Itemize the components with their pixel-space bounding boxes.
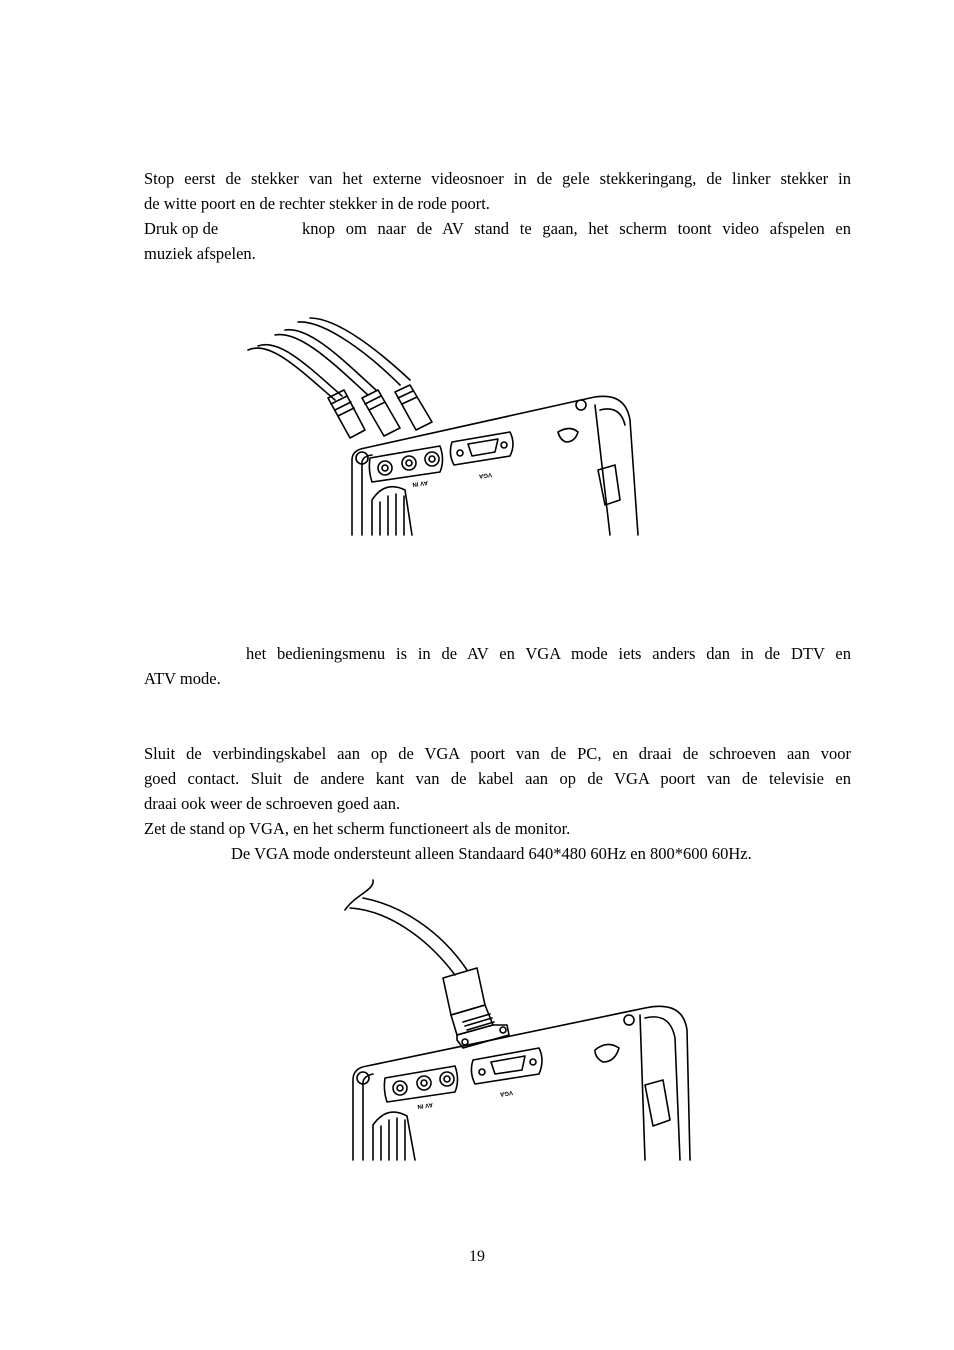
menu-note-paragraph — [144, 641, 851, 691]
vga-cable — [345, 880, 467, 975]
text-fragment: knop om naar de AV stand te gaan, het scherm toont video afspelen en — [302, 219, 851, 238]
av-button-paragraph — [144, 216, 851, 266]
vga-label: VGA — [478, 470, 493, 479]
av-cables — [248, 318, 410, 400]
tv-stand-grip — [373, 1112, 415, 1160]
text-line — [144, 216, 851, 241]
av-plug-middle — [362, 390, 400, 436]
text-line: Sluit de verbindingskabel aan op de VGA poort van de PC, en draai de schroeven aan voor — [144, 744, 851, 763]
tv-stand-grip — [372, 487, 412, 535]
vga-connection-illustration — [345, 880, 695, 1165]
av-in-label: AV IN — [411, 478, 429, 488]
vga-plug — [443, 968, 509, 1048]
tv-back-panel — [353, 1006, 690, 1160]
av-plug-right — [395, 385, 432, 430]
av-in-ports — [384, 1066, 457, 1102]
text-line: De VGA mode ondersteunt alleen Standaard 640*480 60Hz en 800*600 60Hz. — [231, 844, 752, 863]
av-in-ports — [369, 446, 442, 482]
av-plug-left — [328, 390, 365, 438]
text-line: draai ook weer de schroeven goed aan. — [144, 794, 401, 813]
page-number: 19 — [469, 1248, 485, 1265]
av-in-label: AV IN — [416, 1100, 434, 1110]
text-line: goed contact. Sluit de andere kant van de kabel aan op de VGA poort van de televisie en — [144, 769, 851, 788]
text-line: Stop eerst de stekker van het externe videosnoer in de gele stekkeringang, de linker stekker in — [144, 169, 851, 188]
text-line: de witte poort en de rechter stekker in de rode poort. — [144, 194, 490, 213]
vga-instructions-paragraph — [144, 741, 851, 866]
text-fragment: Druk op de — [144, 219, 219, 238]
av-instructions-paragraph — [144, 166, 851, 216]
tv-back-panel — [352, 396, 638, 535]
vga-port — [471, 1048, 542, 1084]
text-line: Zet de stand op VGA, en het scherm functioneert als de monitor. — [144, 819, 571, 838]
text-line: muziek afspelen. — [144, 244, 256, 263]
av-connection-illustration — [240, 310, 650, 540]
vga-port — [450, 432, 513, 465]
text-line: het bedieningsmenu is in de AV en VGA mode iets anders dan in de DTV en — [246, 644, 851, 663]
text-line: ATV mode. — [144, 669, 221, 688]
vga-label: VGA — [499, 1088, 514, 1097]
